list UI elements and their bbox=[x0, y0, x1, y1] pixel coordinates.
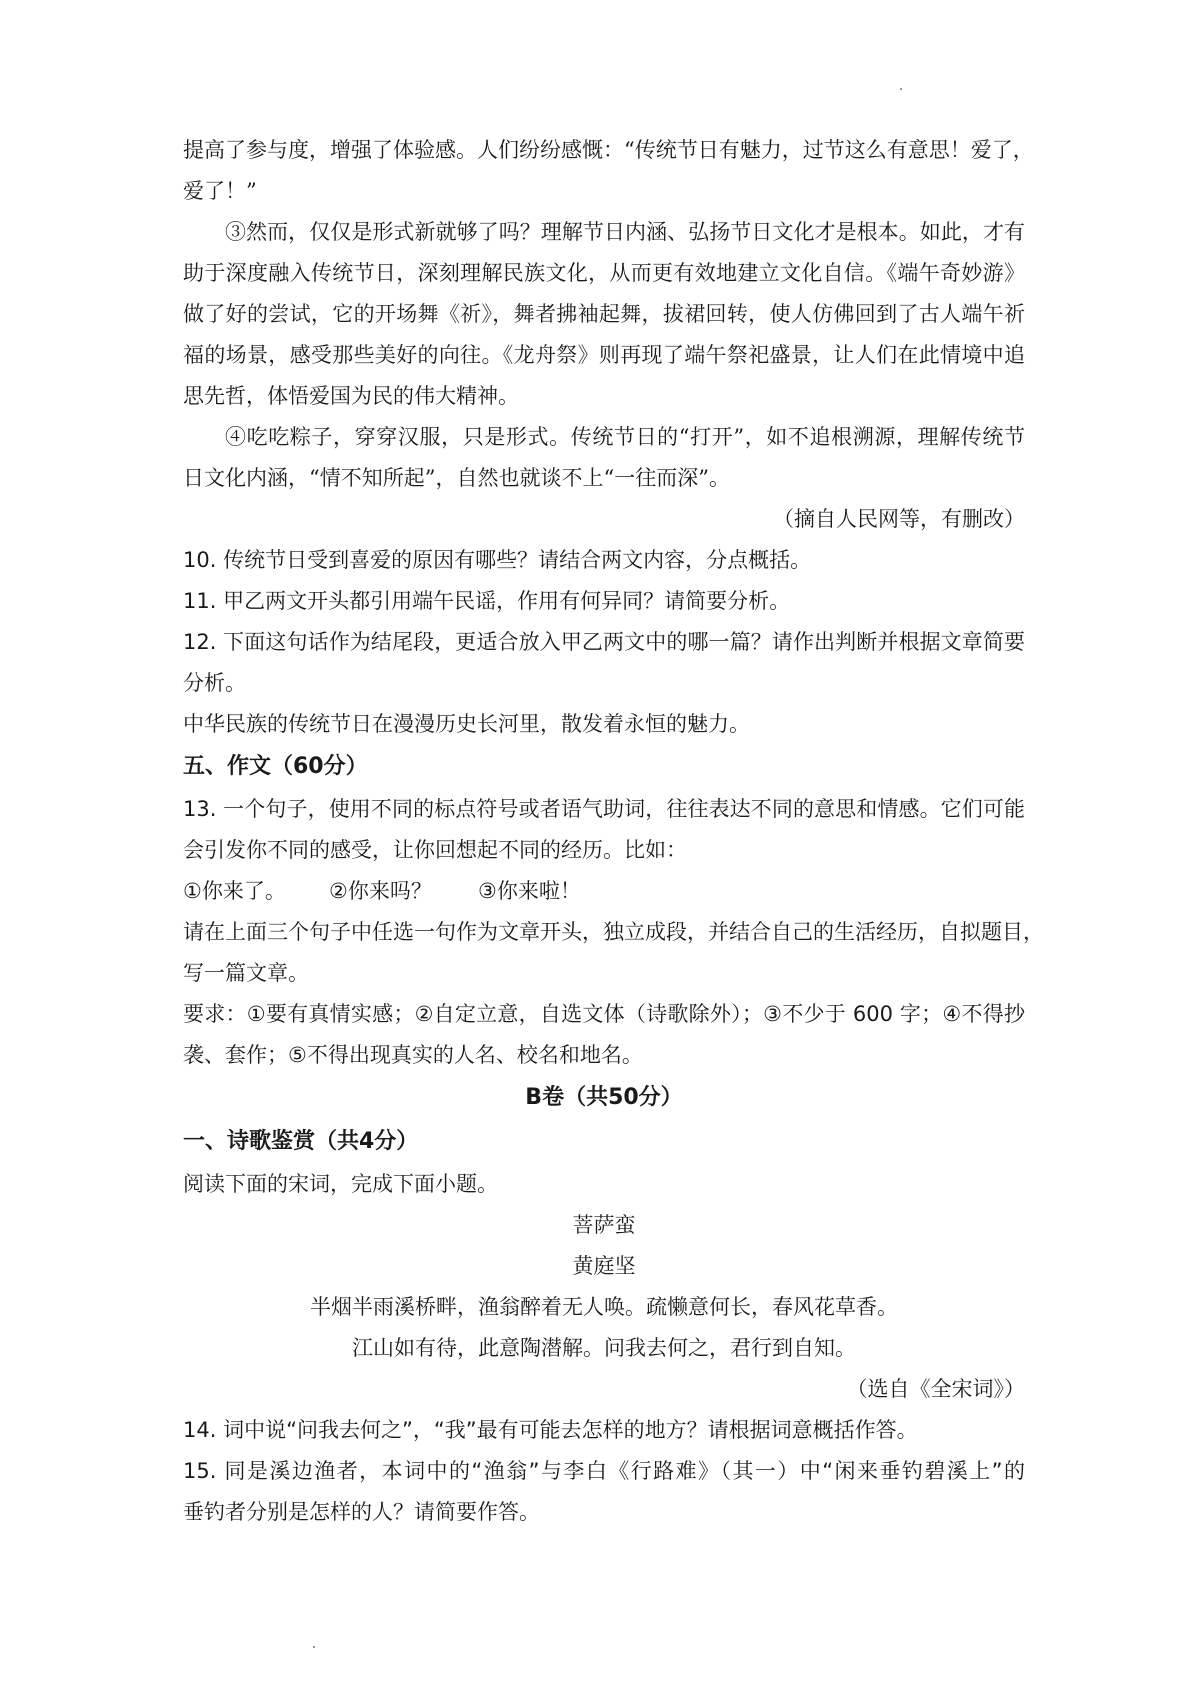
passage-line: 爱了！” bbox=[183, 179, 257, 203]
question-15-cont: 垂钓者分别是怎样的人？请简要作答。 bbox=[183, 1500, 540, 1524]
essay-requirements-cont: 袭、套作；⑤不得出现真实的人名、校名和地名。 bbox=[183, 1043, 643, 1067]
essay-instruction: 请在上面三个句子中任选一句作为文章开头，独立成段，并结合自己的生活经历，自拟题目， bbox=[183, 920, 1044, 944]
paragraph-3-line: 福的场景，感受那些美好的向往。《龙舟祭》则再现了端午祭祀盛景，让人们在此情境中追 bbox=[183, 343, 1025, 367]
option-2: ②你来吗？ bbox=[329, 879, 432, 903]
paragraph-3-line: ③然而，仅仅是形式新就够了吗？理解节日内涵、弘扬节日文化才是根本。如此，才有 bbox=[225, 220, 1025, 244]
paragraph-3-line: 做了好的尝试，它的开场舞《祈》，舞者拂袖起舞，拔裙回转，使人仿佛回到了古人端午祈 bbox=[183, 302, 1025, 326]
question-14: 14. 词中说“问我去何之”，“我”最有可能去怎样的地方？请根据词意概括作答。 bbox=[183, 1418, 918, 1442]
question-12-cont: 分析。 bbox=[183, 671, 246, 695]
poem-line: 半烟半雨溪桥畔，渔翁醉着无人唤。疏懒意何长，春风花草香。 bbox=[310, 1295, 898, 1319]
paragraph-3-line: 思先哲，体悟爱国为民的伟大精神。 bbox=[183, 384, 519, 408]
poem-title: 菩萨蛮 bbox=[572, 1213, 636, 1237]
sentence-options bbox=[183, 871, 1025, 912]
option-1: ①你来了。 bbox=[183, 879, 286, 903]
poem-author: 黄庭坚 bbox=[572, 1254, 636, 1278]
question-12-quote: 中华民族的传统节日在漫漫历史长河里，散发着永恒的魅力。 bbox=[183, 712, 750, 736]
question-10: 10. 传统节日受到喜爱的原因有哪些？请结合两文内容，分点概括。 bbox=[183, 548, 812, 572]
question-12: 12. 下面这句话作为结尾段，更适合放入甲乙两文中的哪一篇？请作出判断并根据文章简要 bbox=[183, 630, 1025, 654]
poetry-intro: 阅读下面的宋词，完成下面小题。 bbox=[183, 1172, 498, 1196]
section-5-heading: 五、作文（60分） bbox=[183, 754, 368, 779]
question-15: 15. 同是溪边渔者，本词中的“渔翁”与李白《行路难》（其一）中“闲来垂钓碧溪上”的 bbox=[183, 1459, 1025, 1483]
source-note: （摘自人民网等，有删改） bbox=[773, 507, 1025, 531]
question-13-cont: 会引发你不同的感受，让你回想起不同的经历。比如： bbox=[183, 838, 687, 862]
poetry-section-heading: 一、诗歌鉴赏（共4分） bbox=[183, 1129, 419, 1154]
essay-requirements: 要求：①要有真情实感；②自定立意，自选文体（诗歌除外）；③不少于 600 字；④不得抄 bbox=[183, 1002, 1025, 1026]
poem-line: 江山如有待，此意陶潜解。问我去何之，君行到自知。 bbox=[352, 1336, 856, 1360]
question-11: 11. 甲乙两文开头都引用端午民谣，作用有何异同？请简要分析。 bbox=[183, 589, 791, 613]
paragraph-4-line: 日文化内涵，“情不知所起”，自然也就谈不上“一往而深”。 bbox=[183, 466, 730, 490]
option-3: ③你来啦！ bbox=[478, 879, 581, 903]
exam-page bbox=[183, 130, 1044, 1533]
scan-speck-top bbox=[900, 88, 902, 90]
paragraph-4-line: ④吃吃粽子，穿穿汉服，只是形式。传统节日的“打开”，如不追根溯源，理解传统节 bbox=[225, 425, 1025, 449]
essay-instruction-cont: 写一篇文章。 bbox=[183, 961, 309, 985]
paragraph-3-line: 助于深度融入传统节日，深刻理解民族文化，从而更有效地建立文化自信。《端午奇妙游》 bbox=[183, 261, 1025, 285]
volume-b-title: B卷（共50分） bbox=[525, 1085, 683, 1110]
passage-line: 提高了参与度，增强了体验感。人们纷纷感慨：“传统节日有魅力，过节这么有意思！爱了， bbox=[183, 138, 1034, 162]
poem-source: （选自《全宋词》） bbox=[846, 1377, 1025, 1401]
question-13: 13. 一个句子，使用不同的标点符号或者语气助词，往往表达不同的意思和情感。它们可能 bbox=[183, 797, 1025, 821]
scan-speck-bottom bbox=[313, 1646, 315, 1648]
